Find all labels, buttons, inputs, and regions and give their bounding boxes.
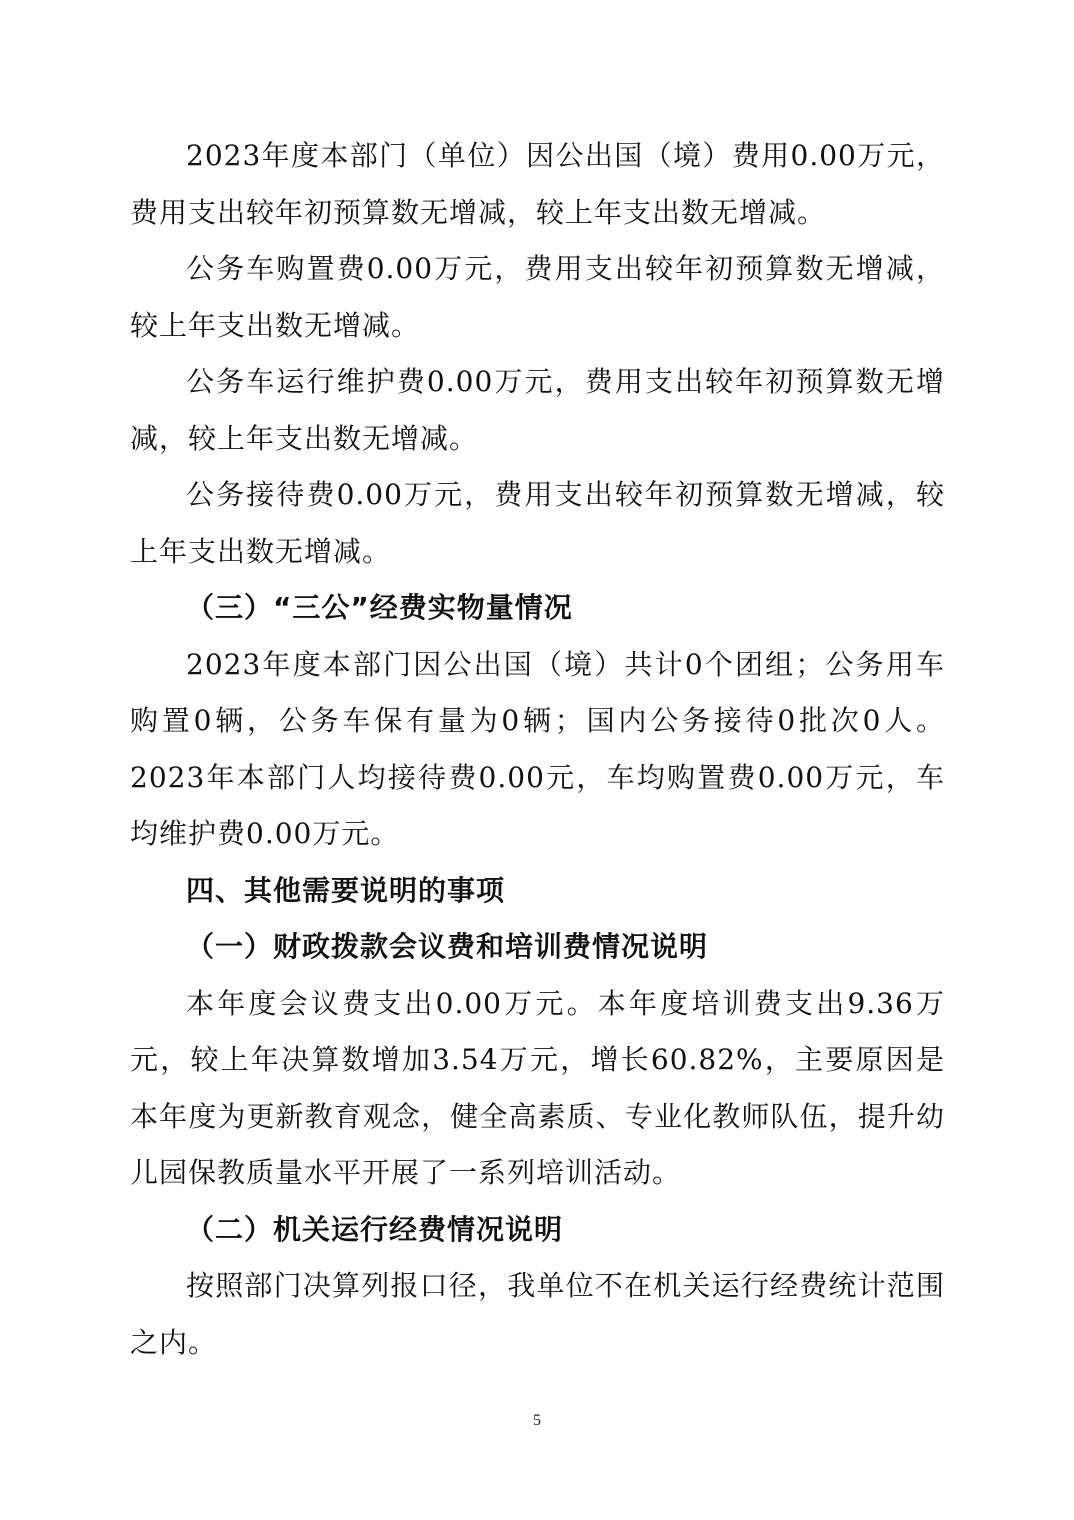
document-body: [130, 128, 945, 1371]
heading-meeting-training: （一）财政拨款会议费和培训费情况说明: [186, 930, 709, 963]
paragraph-physical-quantities: 2023年度本部门因公出国（境）共计0个团组；公务用车购置0辆，公务车保有量为0辆；国内公务接待0批次0人。2023年本部门人均接待费0.00元，车均购置费0.00万元，车均维护费0.00万元。: [130, 647, 945, 850]
paragraph-vehicle-purchase: 公务车购置费0.00万元，费用支出较年初预算数无增减，较上年支出数无增减。: [130, 252, 945, 342]
heading-three-public-physical: （三）“三公”经费实物量情况: [186, 591, 573, 624]
page-number: 5: [533, 1412, 541, 1429]
heading-operation-funds: （二）机关运行经费情况说明: [186, 1212, 564, 1246]
paragraph-vehicle-maintenance: 公务车运行维护费0.00万元，费用支出较年初预算数无增减，较上年支出数无增减。: [130, 365, 945, 455]
paragraph-meeting-training: 本年度会议费支出0.00万元。本年度培训费支出9.36万元，较上年决算数增加3.54万元，增长60.82%，主要原因是本年度为更新教育观念，健全高素质、专业化教师队伍，提升幼儿园保教质量水平开展了一系列培训活动。: [130, 986, 945, 1189]
heading-section-four: 四、其他需要说明的事项: [186, 873, 506, 907]
paragraph-reception: 公务接待费0.00万元，费用支出较年初预算数无增减，较上年支出数无增减。: [130, 478, 945, 568]
paragraph-operation-funds: 按照部门决算列报口径，我单位不在机关运行经费统计范围之内。: [130, 1269, 945, 1359]
paragraph-overseas-travel: 2023年度本部门（单位）因公出国（境）费用0.00万元，费用支出较年初预算数无增减，较上年支出数无增减。: [130, 139, 945, 229]
